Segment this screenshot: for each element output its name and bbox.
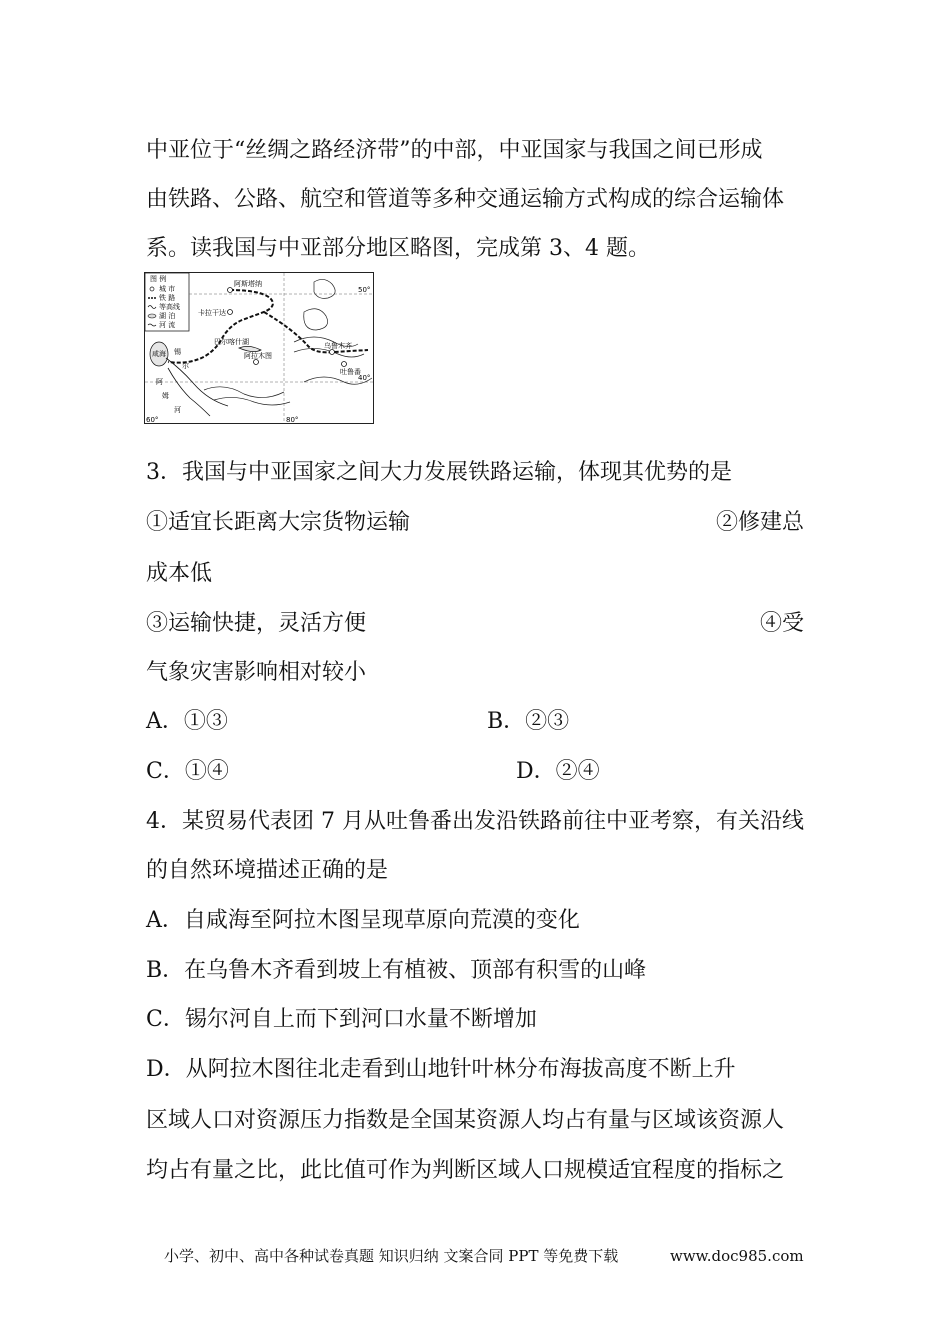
lat-50: 50° xyxy=(358,286,371,294)
footer-url[interactable]: www.doc985.com xyxy=(670,1247,804,1265)
legend-title: 图 例 xyxy=(150,275,167,283)
label-turpan: 吐鲁番 xyxy=(340,368,361,376)
q3-choice-c: C．①④ xyxy=(146,759,229,784)
q3-option-2-part1: ②修建总 xyxy=(716,510,805,535)
q3-stem: 3．我国与中亚国家之间大力发展铁路运输，体现其优势的是 xyxy=(146,460,732,485)
label-amu-3: 河 xyxy=(174,406,181,414)
label-aral-sea: 咸海 xyxy=(152,350,166,358)
legend-city: 城 市 xyxy=(159,285,176,293)
lon-60: 60° xyxy=(146,416,159,424)
label-syr-1: 锡 xyxy=(174,348,181,356)
q3-choice-d: D．②④ xyxy=(516,759,600,784)
label-urumqi: 乌鲁木齐 xyxy=(324,342,352,350)
legend-lake: 湖 泊 xyxy=(159,312,176,320)
map-legend xyxy=(145,273,189,331)
q3-option-4-part2: 气象灾害影响相对较小 xyxy=(146,660,367,685)
legend-railway: 铁 路 xyxy=(159,294,176,302)
q4-choice-c: C．锡尔河自上而下到河口水量不断增加 xyxy=(146,1007,537,1032)
q3-option-4-part1: ④受 xyxy=(760,611,805,636)
label-astana: 阿斯塔纳 xyxy=(234,280,262,288)
label-amu-1: 阿 xyxy=(156,378,163,386)
legend-contour: 等高线 xyxy=(159,303,180,311)
q4-choice-b: B．在乌鲁木齐看到坡上有植被、顶部有积雪的山峰 xyxy=(146,958,647,983)
q4-stem-1: 4．某贸易代表团 7 月从吐鲁番出发沿铁路前往中亚考察，有关沿线 xyxy=(146,809,804,834)
q3-choice-b: B．②③ xyxy=(487,709,570,734)
label-almaty: 阿拉木图 xyxy=(244,352,272,360)
intro-line-3: 系。读我国与中亚部分地区略图，完成第 3、4 题。 xyxy=(146,236,650,261)
q3-option-1: ①适宜长距离大宗货物运输 xyxy=(146,510,411,535)
legend-river: 河 流 xyxy=(159,321,176,329)
footer-text: 小学、初中、高中各种试卷真题 知识归纳 文案合同 PPT 等免费下载 xyxy=(164,1247,619,1265)
q4-choice-d: D．从阿拉木图往北走看到山地针叶林分布海拔高度不断上升 xyxy=(146,1057,736,1082)
q3-choice-a: A．①③ xyxy=(146,709,228,734)
next-passage-line-1: 区域人口对资源压力指数是全国某资源人均占有量与区域该资源人 xyxy=(146,1108,785,1133)
q4-stem-2: 的自然环境描述正确的是 xyxy=(146,858,389,883)
lat-40: 40° xyxy=(358,374,371,382)
label-amu-2: 姆 xyxy=(162,392,169,400)
label-karaganda: 卡拉干达 xyxy=(198,309,226,317)
intro-line-2: 由铁路、公路、航空和管道等多种交通运输方式构成的综合运输体 xyxy=(146,187,785,212)
label-syr-2: 尔 xyxy=(182,362,189,370)
label-balkhash: 巴尔喀什湖 xyxy=(214,338,249,346)
central-asia-map xyxy=(144,272,374,424)
q3-option-2-part2: 成本低 xyxy=(146,561,213,586)
next-passage-line-2: 均占有量之比，此比值可作为判断区域人口规模适宜程度的指标之 xyxy=(146,1158,785,1183)
q4-choice-a: A．自咸海至阿拉木图呈现草原向荒漠的变化 xyxy=(146,908,580,933)
lon-80: 80° xyxy=(286,416,299,424)
q3-option-3: ③运输快捷，灵活方便 xyxy=(146,611,367,636)
intro-line-1: 中亚位于“丝绸之路经济带”的中部，中亚国家与我国之间已形成 xyxy=(146,138,763,163)
